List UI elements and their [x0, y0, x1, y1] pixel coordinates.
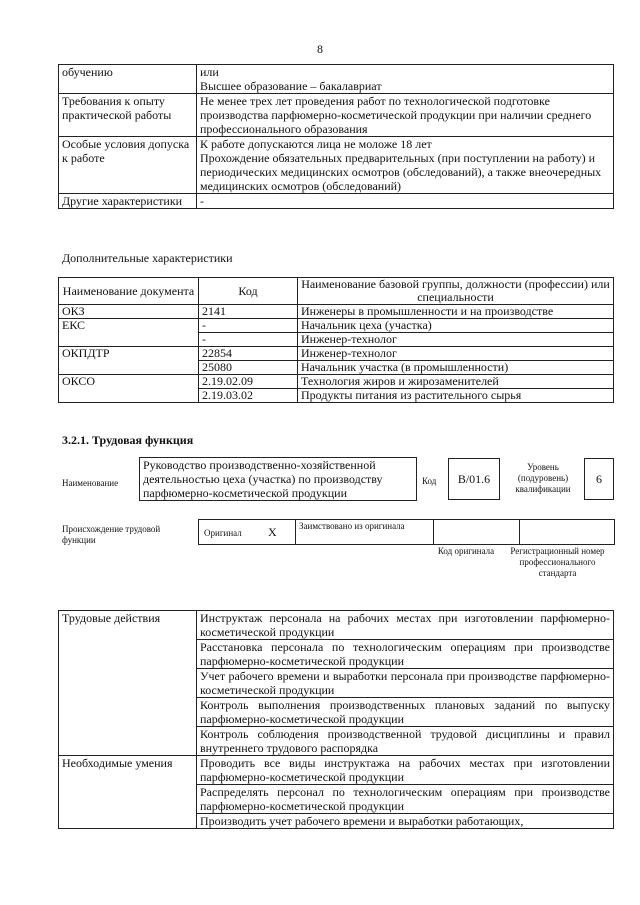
function-code-box: B/01.6	[448, 458, 500, 500]
doc-cell: ОКЗ	[59, 305, 199, 319]
item-cell: Инструктаж персонала на рабочих местах при изготовлении парфюмерно-косметической продукции	[197, 611, 614, 640]
doc-cell: ОКСО	[59, 375, 199, 403]
table-row	[59, 611, 614, 640]
borrowed-label: Заимствовано из оригинала	[299, 521, 405, 531]
column-header: Код	[199, 278, 298, 305]
doc-cell: ЕКС	[59, 319, 199, 347]
value-line: Не менее трех лет проведения работ по технологической подготовке производства парфюмерно-косметической продукции при наличии среднего профессионального образования	[200, 94, 592, 136]
code-cell: 25080	[199, 361, 298, 375]
code-cell: 2.19.02.09	[199, 375, 298, 389]
value-line: или	[200, 65, 219, 79]
item-cell: Контроль соблюдения производственной трудовой дисциплины и правил внутреннего трудового распорядка	[197, 727, 614, 756]
item-cell: Расстановка персонала по технологическим операциям при производстве парфюмерно-косметической продукции	[197, 640, 614, 669]
labor-actions-table	[58, 610, 614, 829]
page-number: 8	[317, 42, 323, 56]
name-cell: Инженер-технолог	[298, 333, 614, 347]
item-cell: Производить учет рабочего времени и выработки работающих,	[197, 814, 614, 829]
value-line: -	[200, 194, 204, 208]
row-label: Трудовые действия	[59, 611, 197, 756]
name-label: Наименование	[62, 478, 119, 488]
item-cell: Проводить все виды инструктажа на рабочих местах при изготовлении парфюмерно-косметической продукции	[197, 756, 614, 785]
function-name-box: Руководство производственно-хозяйственной деятельностью цеха (участка) по производству парфюмерно-косметической продукции	[139, 457, 417, 501]
table-header-row	[59, 278, 614, 305]
table-row	[59, 65, 614, 94]
level-label: Уровень (подуровень) квалификации	[515, 462, 571, 494]
level-value-box: 6	[584, 458, 614, 500]
code-cell: -	[199, 333, 298, 347]
table-row	[59, 305, 614, 319]
item-cell: Учет рабочего времени и выработки персонала при производстве парфюмерно-косметической продукции	[197, 669, 614, 698]
item-cell: Контроль выполнения производственных плановых заданий по выпуску парфюмерно-косметической продукции	[197, 698, 614, 727]
name-cell: Начальник участка (в промышленности)	[298, 361, 614, 375]
code-cell: 2.19.03.02	[199, 389, 298, 403]
row-label: обучению	[59, 65, 197, 94]
code-cell: -	[199, 319, 298, 333]
table-row	[59, 347, 614, 361]
item-cell: Распределять персонал по технологическим операциям при производстве парфюмерно-косметической продукции	[197, 785, 614, 814]
row-value	[197, 94, 614, 137]
table-row	[59, 756, 614, 785]
extra-characteristics-table	[58, 277, 614, 403]
row-value	[197, 65, 614, 94]
row-label: Необходимые умения	[59, 756, 197, 829]
table-row	[59, 375, 614, 389]
row-value	[197, 137, 614, 194]
code-cell: 22854	[199, 347, 298, 361]
name-cell: Технология жиров и жирозаменителей	[298, 375, 614, 389]
row-value	[197, 194, 614, 209]
code-original-label: Код оригинала	[437, 546, 495, 556]
table-row	[59, 137, 614, 194]
name-cell: Инженеры в промышленности и на производстве	[298, 305, 614, 319]
name-cell: Начальник цеха (участка)	[298, 319, 614, 333]
value-line: Высшее образование – бакалавриат	[200, 79, 382, 93]
requirements-table	[58, 64, 614, 209]
column-header: Наименование документа	[59, 278, 199, 305]
extra-characteristics-heading: Дополнительные характеристики	[62, 251, 233, 265]
name-cell: Продукты питания из растительного сырья	[298, 389, 614, 403]
row-label: Особые условия допуска к работе	[59, 137, 197, 194]
column-header: Наименование базовой группы, должности (профессии) или специальности	[298, 278, 614, 305]
original-mark: X	[268, 525, 277, 539]
row-label: Другие характеристики	[59, 194, 197, 209]
table-row	[59, 319, 614, 333]
code-label: Код	[422, 476, 437, 486]
value-line: Прохождение обязательных предварительных (при поступлении на работу) и периодических медицинских осмотров (обследований), а также внеочередных медицинских осмотров (обследований)	[200, 151, 602, 193]
labor-function-heading: 3.2.1. Трудовая функция	[62, 433, 194, 447]
table-row	[59, 94, 614, 137]
doc-cell: ОКПДТР	[59, 347, 199, 375]
value-line: К работе допускаются лица не моложе 18 лет	[200, 137, 432, 151]
registration-label: Регистрационный номер профессионального стандарта	[510, 546, 605, 578]
origin-label: Происхождение трудовой функции	[62, 524, 161, 545]
code-cell: 2141	[199, 305, 298, 319]
original-label: Оригинал	[204, 528, 242, 538]
name-cell: Инженер-технолог	[298, 347, 614, 361]
table-row	[59, 194, 614, 209]
row-label: Требования к опыту практической работы	[59, 94, 197, 137]
